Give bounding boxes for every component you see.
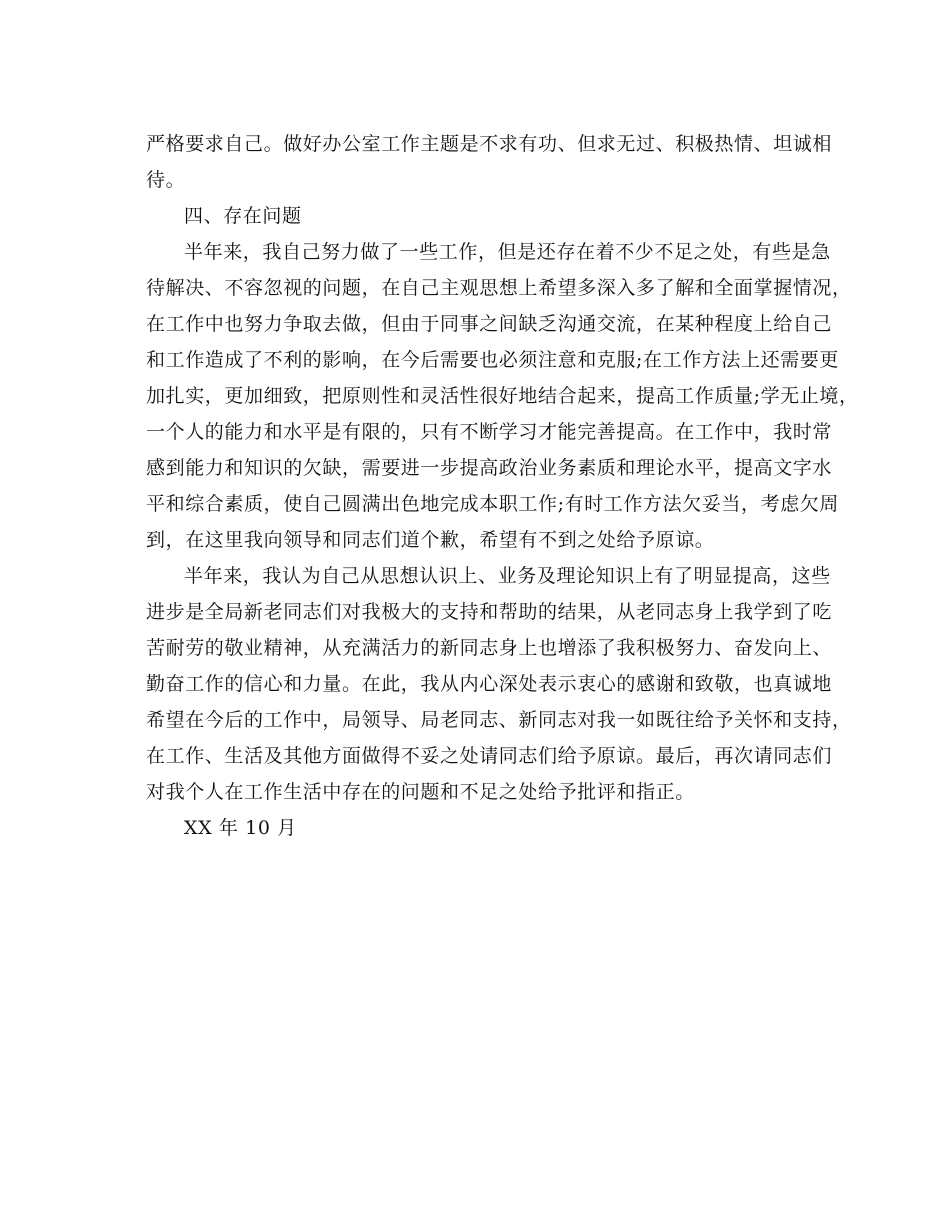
text-line: 到，在这里我向领导和同志们道个歉，希望有不到之处给予原谅。 (146, 529, 715, 551)
text-line: 半年来，我自己努力做了一些工作，但是还存在着不少不足之处，有些是急 (184, 241, 831, 263)
text-line: 在工作中也努力争取去做，但由于同事之间缺乏沟通交流，在某种程度上给自己 (146, 313, 833, 335)
text-line: 待。 (146, 169, 186, 191)
text-line: 一个人的能力和水平是有限的，只有不断学习才能完善提高。在工作中，我时常 (146, 421, 833, 443)
text-line: 进步是全局新老同志们对我极大的支持和帮助的结果，从老同志身上我学到了吃 (146, 601, 833, 623)
text-line: 希望在今后的工作中，局领导、局老同志、新同志对我一如既往给予关怀和支持， (146, 709, 852, 731)
text-line: 感到能力和知识的欠缺，需要进一步提高政治业务素质和理论水平，提高文字水 (146, 457, 833, 479)
text-line: 勤奋工作的信心和力量。在此，我从内心深处表示衷心的感谢和致敬，也真诚地 (146, 673, 833, 695)
text-line: 对我个人在工作生活中存在的问题和不足之处给予批评和指正。 (146, 781, 695, 803)
section-heading: 四、存在问题 (184, 205, 302, 227)
text-line: 苦耐劳的敬业精神，从充满活力的新同志身上也增添了我积极努力、奋发向上、 (146, 637, 833, 659)
text-line: 待解决、不容忽视的问题，在自己主观思想上希望多深入多了解和全面掌握情况， (146, 277, 852, 299)
date-line: XX 年 10 月 (184, 817, 297, 839)
text-line: 平和综合素质，使自己圆满出色地完成本职工作;有时工作方法欠妥当，考虑欠周 (146, 493, 840, 515)
text-line: 在工作、生活及其他方面做得不妥之处请同志们给予原谅。最后，再次请同志们 (146, 745, 833, 767)
text-line: 和工作造成了不利的影响，在今后需要也必须注意和克服;在工作方法上还需要更 (146, 349, 840, 371)
text-line: 严格要求自己。做好办公室工作主题是不求有功、但求无过、积极热情、坦诚相 (146, 133, 833, 155)
text-line: 半年来，我认为自己从思想认识上、业务及理论知识上有了明显提高，这些 (184, 565, 831, 587)
text-line: 加扎实，更加细致，把原则性和灵活性很好地结合起来，提高工作质量;学无止境， (146, 385, 859, 407)
